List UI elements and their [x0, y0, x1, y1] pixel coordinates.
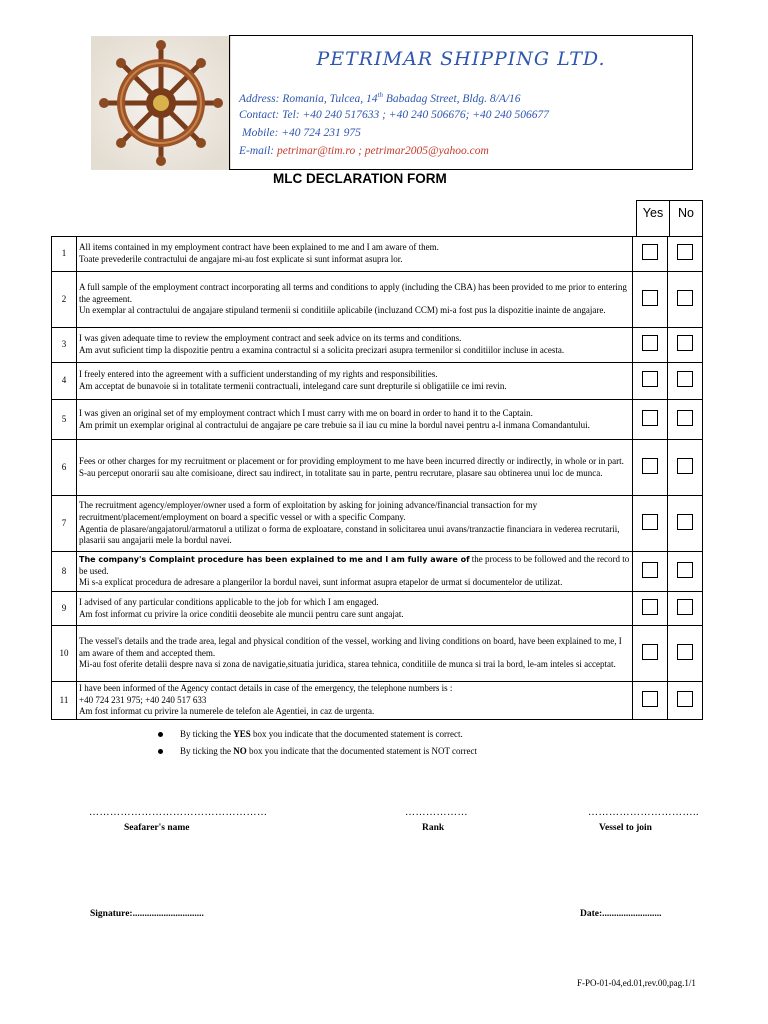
- yes-checkbox[interactable]: [642, 335, 658, 351]
- bullet-icon: [158, 749, 163, 754]
- no-cell: [668, 440, 703, 496]
- form-title: MLC DECLARATION FORM: [273, 171, 447, 186]
- question-text-en-phones: +40 724 231 975; +40 240 517 633: [79, 694, 207, 705]
- question-text: [77, 496, 633, 552]
- question-text-en: I advised of any particular conditions applicable to the job for which I am engaged.: [79, 596, 379, 607]
- question-text-en: A full sample of the employment contract incorporating all terms and conditions to apply (including the CBA) has been provided to me prior to entering the agreement.: [79, 281, 627, 304]
- question-number: 7: [52, 496, 77, 552]
- question-text: [77, 440, 633, 496]
- company-name: PETRIMAR SHIPPING LTD.: [316, 48, 606, 70]
- no-checkbox[interactable]: [677, 458, 693, 474]
- yes-checkbox[interactable]: [642, 290, 658, 306]
- yes-instruction: By ticking the YES box you indicate that the documented statement is correct.: [158, 729, 463, 739]
- company-phone: Contact: Tel: +40 240 517633 ; +40 240 506676; +40 240 506677: [239, 109, 550, 121]
- declaration-table: [51, 236, 703, 720]
- yes-checkbox[interactable]: [642, 644, 658, 660]
- yes-column-header: Yes: [636, 200, 670, 237]
- no-checkbox[interactable]: [677, 335, 693, 351]
- question-text-en: I have been informed of the Agency contact details in case of the emergency, the telephone numbers is :: [79, 682, 453, 693]
- question-text-en: Fees or other charges for my recruitment or placement or for providing employment to me have been incurred directly or indirectly, in whole or in part.: [79, 455, 624, 466]
- question-text-en: The company's Complaint procedure has been explained to me and I am fully aware of the process to be followed and the record to be used.: [79, 553, 630, 576]
- yes-cell: [633, 496, 668, 552]
- question-text: [77, 626, 633, 682]
- question-row: [52, 328, 703, 363]
- yes-checkbox[interactable]: [642, 458, 658, 474]
- question-number: 11: [52, 682, 77, 720]
- yes-cell: [633, 272, 668, 328]
- question-number: 10: [52, 626, 77, 682]
- question-text-ro: Am fost informat cu privire la numerele de telefon ale Agentiei, in caz de urgenta.: [79, 706, 375, 717]
- company-header: [229, 35, 693, 170]
- no-checkbox[interactable]: [677, 644, 693, 660]
- question-text-ro: S-au perceput onorarii sau alte comisioane, direct sau indirect, in totalitate sau in parte, pentru recrutare, plasare sau obtinerea unui loc de munca.: [79, 467, 603, 478]
- company-mobile: Mobile: +40 724 231 975: [242, 127, 361, 139]
- no-cell: [668, 592, 703, 626]
- date-field[interactable]: Date:.........................: [580, 909, 662, 919]
- question-text-ro: Un exemplar al contractului de angajare stipuland termenii si conditiile aplicabile (incluzand CCM) mi-a fost pus la dispozitie inainte de angajare.: [79, 305, 606, 316]
- no-checkbox[interactable]: [677, 290, 693, 306]
- yes-cell: [633, 552, 668, 592]
- question-text: [77, 328, 633, 363]
- no-cell: [668, 626, 703, 682]
- question-row: [52, 552, 703, 592]
- question-row: [52, 682, 703, 720]
- rank-field[interactable]: ………………: [405, 807, 468, 818]
- question-row: [52, 592, 703, 626]
- question-number: 8: [52, 552, 77, 592]
- no-checkbox[interactable]: [677, 410, 693, 426]
- signature-field[interactable]: Signature:..............................: [90, 909, 204, 919]
- yes-cell: [633, 440, 668, 496]
- question-text-ro: Am avut suficient timp la dispozitie pentru a examina contractul si a solicita precizari asupra termenilor si conditiilor incluse in acesta.: [79, 345, 565, 355]
- question-number: 3: [52, 328, 77, 363]
- question-text-ro: Am primit un exemplar original al contractului de angajare pe care trebuie sa il iau cu mine la bordul navei pentru a-l inmana Comandantului.: [79, 419, 590, 430]
- no-checkbox[interactable]: [677, 371, 693, 387]
- question-text: [77, 682, 633, 720]
- no-column-header: No: [669, 200, 703, 237]
- question-text: [77, 552, 633, 592]
- ships-wheel-logo: [91, 36, 231, 170]
- company-address: Address: Romania, Tulcea, 14th Babadag Street, Bldg. 8/A/16: [239, 91, 521, 105]
- yes-cell: [633, 328, 668, 363]
- question-text: [77, 237, 633, 272]
- question-text-ro: Mi s-a explicat procedura de adresare a plangerilor la bordul navei, sunt informat asupra etapelor de urmat si documentelor de utilizat.: [79, 577, 563, 588]
- vessel-field[interactable]: …………………………..: [588, 807, 699, 818]
- seafarer-name-field[interactable]: ……………………………………………: [89, 807, 268, 818]
- no-instruction: By ticking the NO box you indicate that the documented statement is NOT correct: [158, 746, 477, 756]
- question-row: [52, 237, 703, 272]
- company-email: E-mail: petrimar@tim.ro ; petrimar2005@yahoo.com: [239, 145, 489, 157]
- no-cell: [668, 272, 703, 328]
- no-cell: [668, 496, 703, 552]
- yes-cell: [633, 626, 668, 682]
- question-number: 6: [52, 440, 77, 496]
- yes-checkbox[interactable]: [642, 514, 658, 530]
- yes-cell: [633, 400, 668, 440]
- no-cell: [668, 400, 703, 440]
- yes-cell: [633, 363, 668, 400]
- yes-cell: [633, 237, 668, 272]
- question-row: [52, 440, 703, 496]
- question-text-en: The recruitment agency/employer/owner used a form of exploitation by asking for joining advance/financial transaction for my recruitment/placement/employment on board a specific vessel or with a specific Company.: [79, 499, 538, 522]
- document-code: F-PO-01-04,ed.01,rev.00,pag.1/1: [577, 978, 696, 988]
- question-row: [52, 272, 703, 328]
- question-number: 5: [52, 400, 77, 440]
- question-text: [77, 363, 633, 400]
- question-text-en: I was given an original set of my employment contract which I must carry with me on board in order to hand it to the Captain.: [79, 407, 533, 418]
- no-cell: [668, 328, 703, 363]
- bullet-icon: [158, 732, 163, 737]
- question-text-ro: Am acceptat de bunavoie si in totalitate termenii contractuali, intelegand care sunt drepturile si obligatiile ce imi revin.: [79, 381, 507, 391]
- question-text-en: All items contained in my employment contract have been explained to me and I am aware of them.: [79, 242, 439, 253]
- yes-checkbox[interactable]: [642, 562, 658, 578]
- question-number: 9: [52, 592, 77, 626]
- question-row: [52, 363, 703, 400]
- question-number: 2: [52, 272, 77, 328]
- question-text-ro: Toate prevederile contractului de angajare mi-au fost explicate si sunt informat asupra lor.: [79, 254, 403, 264]
- yes-checkbox[interactable]: [642, 410, 658, 426]
- no-checkbox[interactable]: [677, 691, 693, 707]
- yes-cell: [633, 682, 668, 720]
- no-checkbox[interactable]: [677, 562, 693, 578]
- no-checkbox[interactable]: [677, 599, 693, 615]
- vessel-label: Vessel to join: [599, 823, 652, 833]
- no-cell: [668, 363, 703, 400]
- question-text-ro: Am fost informat cu privire la orice conditii deosebite ale muncii pentru care sunt angajat.: [79, 608, 404, 619]
- no-cell: [668, 552, 703, 592]
- rank-label: Rank: [422, 823, 445, 833]
- yes-checkbox[interactable]: [642, 691, 658, 707]
- question-row: [52, 496, 703, 552]
- yes-cell: [633, 592, 668, 626]
- yes-checkbox[interactable]: [642, 244, 658, 260]
- question-row: [52, 626, 703, 682]
- question-text: [77, 272, 633, 328]
- question-text-en: The vessel's details and the trade area, legal and physical condition of the vessel, working and living conditions on board, have been explained to me, I am aware of them and accepted them.: [79, 635, 622, 658]
- question-text-ro: Mi-au fost oferite detalii despre nava si zona de navigatie,situatia juridica, starea tehnica, conditiile de munca si trai la bord, le-am inteles si acceptat.: [79, 659, 616, 670]
- no-cell: [668, 237, 703, 272]
- question-text-ro: Agentia de plasare/angajatorul/armatorul a utilizat o forma de exploatare, constand in solicitarea unui avans/tranzactie financiara in vederea recrutarii, plasarii sau angajarii mele la bordul navei.: [79, 523, 620, 546]
- no-checkbox[interactable]: [677, 514, 693, 530]
- question-text: [77, 592, 633, 626]
- question-text-en: I was given adequate time to review the employment contract and seek advice on its terms and conditions.: [79, 333, 462, 344]
- no-checkbox[interactable]: [677, 244, 693, 260]
- yes-checkbox[interactable]: [642, 371, 658, 387]
- question-text: [77, 400, 633, 440]
- seafarer-name-label: Seafarer's name: [124, 823, 190, 833]
- question-number: 1: [52, 237, 77, 272]
- question-number: 4: [52, 363, 77, 400]
- yes-checkbox[interactable]: [642, 599, 658, 615]
- question-text-en: I freely entered into the agreement with a sufficient understanding of my rights and responsibilities.: [79, 369, 438, 380]
- no-cell: [668, 682, 703, 720]
- question-row: [52, 400, 703, 440]
